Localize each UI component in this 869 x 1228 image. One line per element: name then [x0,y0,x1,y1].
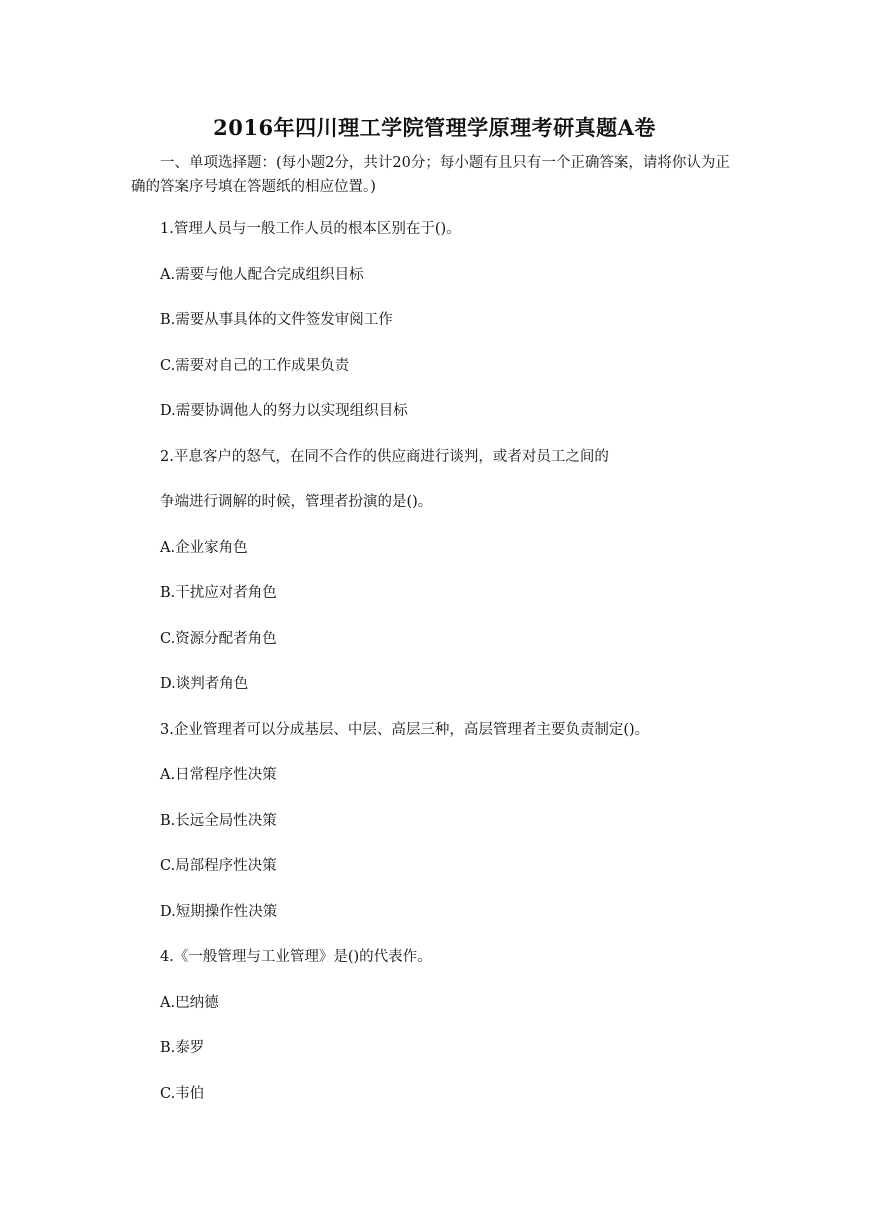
question-4-option-b: B.泰罗 [160,1040,205,1056]
document-title: 2016年四川理工学院管理学原理考研真题A卷 [213,115,656,140]
section-intro: 一、单项选择题：(每小题2分，共计20分；每小题有且只有一个正确答案，请将你认为正确的答案序号填在答题纸的相应位置。) [131,155,730,195]
question-1-stem: 1.管理人员与一般工作人员的根本区别在于()。 [160,221,461,237]
question-3-stem: 3.企业管理者可以分成基层、中层、高层三种，高层管理者主要负责制定()。 [160,722,650,738]
question-4-option-a: A.巴纳德 [160,995,219,1011]
question-1-option-c: C.需要对自己的工作成果负责 [160,358,350,374]
question-4-stem: 4.《一般管理与工业管理》是()的代表作。 [160,949,432,965]
question-4-option-c: C.韦伯 [160,1086,205,1102]
question-2-option-b: B.干扰应对者角色 [160,585,277,601]
question-2-option-d: D.谈判者角色 [160,676,249,692]
question-1-option-b: B.需要从事具体的文件签发审阅工作 [160,312,393,328]
question-3-option-b: B.长远全局性决策 [160,813,277,829]
question-2-stem: 2.平息客户的怒气，在同不合作的供应商进行谈判，或者对员工之间的 [160,449,609,465]
question-1-option-a: A.需要与他人配合完成组织目标 [160,267,364,283]
question-3-option-c: C.局部程序性决策 [160,858,277,874]
question-2-option-a: A.企业家角色 [160,540,248,556]
question-3-option-d: D.短期操作性决策 [160,904,278,920]
question-3-option-a: A.日常程序性决策 [160,767,277,783]
question-2-stem-continued: 争端进行调解的时候，管理者扮演的是()。 [160,494,433,510]
question-1-option-d: D.需要协调他人的努力以实现组织目标 [160,403,408,419]
question-2-option-c: C.资源分配者角色 [160,631,277,647]
